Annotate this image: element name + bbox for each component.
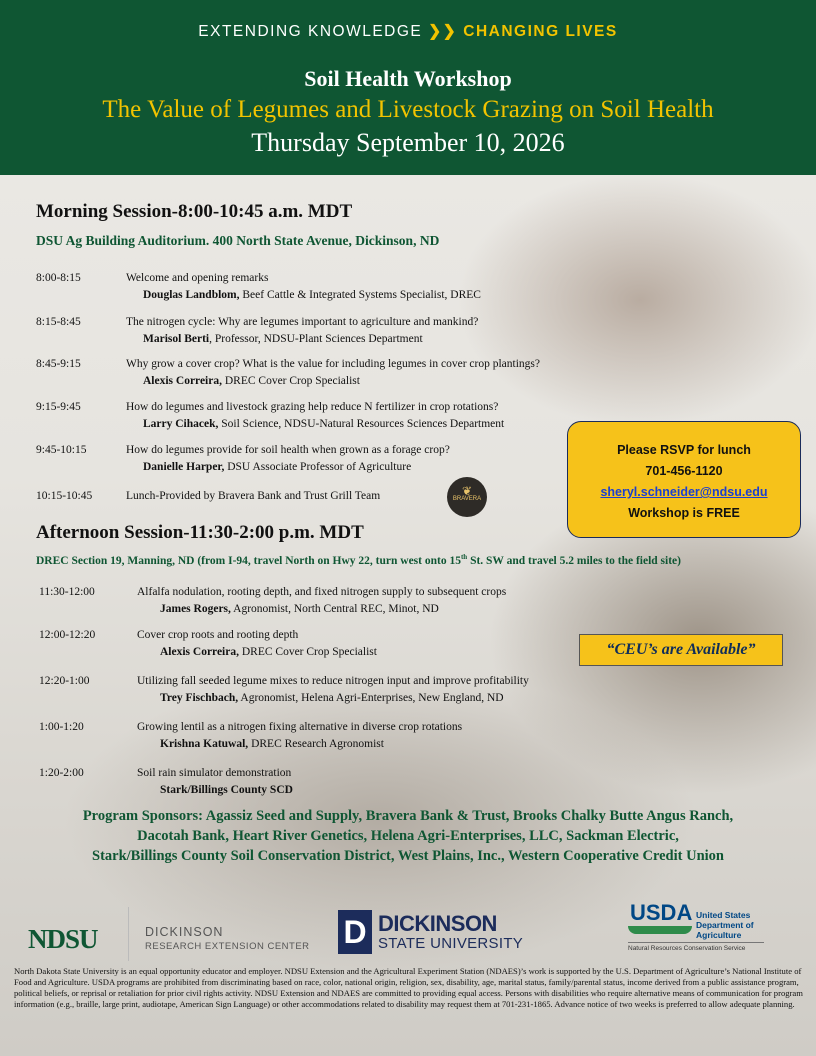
rsvp-phone: 701-456-1120 [645, 464, 723, 478]
page-subtitle: The Value of Legumes and Livestock Grazing on Soil Health [102, 96, 714, 123]
event-date: Thursday September 10, 2026 [251, 128, 565, 157]
speaker-affiliation: Beef Cattle & Integrated Systems Specialist, DREC [239, 289, 481, 301]
afternoon-location-text-end: St. SW and travel 5.2 miles to the field site) [467, 554, 681, 567]
agenda-time: 9:15-9:45 [36, 401, 81, 413]
agenda-speaker [160, 603, 439, 615]
bravera-logo [447, 477, 487, 517]
speaker-name: Trey Fischbach, [160, 692, 239, 704]
agenda-speaker [143, 333, 423, 345]
rsvp-note: Workshop is FREE [628, 506, 740, 520]
agenda-topic: How do legumes and livestock grazing help reduce N fertilizer in crop rotations? [126, 401, 499, 413]
agenda-topic: Welcome and opening remarks [126, 272, 269, 284]
drec-logo-line2: RESEARCH EXTENSION CENTER [145, 941, 310, 952]
morning-session-heading: Morning Session-8:00-10:45 a.m. MDT [36, 201, 353, 222]
usda-service: Natural Resources Conservation Service [628, 945, 746, 952]
bravera-leaf-icon: ❦ [461, 484, 473, 498]
chevron-right-icon: ❯❯ [428, 23, 458, 40]
speaker-name: Douglas Landblom, [143, 289, 240, 301]
agenda-time: 10:15-10:45 [36, 490, 93, 502]
agenda-time: 8:00-8:15 [36, 272, 81, 284]
agenda-topic: Lunch-Provided by Bravera Bank and Trust Grill Team [126, 490, 381, 502]
agenda-time: 1:20-2:00 [39, 767, 84, 779]
dsu-logo-line1: DICKINSON [378, 911, 497, 936]
agenda-time: 9:45-10:15 [36, 444, 87, 456]
program-sponsors [20, 806, 796, 866]
agenda-time: 8:45-9:15 [36, 358, 81, 370]
rsvp-heading: Please RSVP for lunch [617, 443, 751, 457]
speaker-affiliation: DREC Research Agronomist [248, 738, 384, 750]
agenda-time: 1:00-1:20 [39, 721, 84, 733]
header-banner [0, 0, 816, 175]
agenda-time: 11:30-12:00 [39, 586, 95, 598]
agenda-time: 12:20-1:00 [39, 675, 90, 687]
usda-wave-icon [628, 926, 692, 934]
agenda-topic: The nitrogen cycle: Why are legumes important to agriculture and mankind? [126, 316, 479, 328]
usda-logo-mark: USDA [630, 900, 693, 925]
agenda-topic: Soil rain simulator demonstration [137, 767, 292, 779]
speaker-name: Danielle Harper, [143, 461, 225, 473]
speaker-name: Krishna Katuwal, [160, 738, 249, 750]
usda-text-line: Department of [696, 920, 754, 930]
morning-location: DSU Ag Building Auditorium. 400 North State Avenue, Dickinson, ND [36, 233, 440, 248]
agenda-speaker [160, 738, 384, 750]
usda-logo [628, 900, 768, 960]
speaker-affiliation: Agronomist, Helena Agri-Enterprises, New England, ND [238, 692, 504, 704]
speaker-affiliation: Agronomist, North Central REC, Minot, ND [230, 603, 439, 615]
speaker-name: Alexis Correira, [160, 646, 239, 658]
agenda-speaker [160, 692, 504, 704]
agenda-speaker [143, 461, 411, 473]
agenda-speaker [143, 375, 360, 387]
dsu-logo-line2: STATE UNIVERSITY [378, 935, 524, 952]
rsvp-box [567, 421, 801, 538]
agenda-topic: Cover crop roots and rooting depth [137, 629, 299, 641]
speaker-name: Alexis Correira, [143, 375, 222, 387]
dsu-mark-icon: D [338, 910, 372, 954]
dsu-logo [338, 910, 524, 956]
speaker-affiliation: DREC Cover Crop Specialist [221, 375, 360, 387]
agenda-time: 12:00-12:20 [39, 629, 96, 641]
agenda-topic: Utilizing fall seeded legume mixes to reduce nitrogen input and improve profitability [137, 675, 529, 687]
afternoon-location-sup: th [460, 553, 468, 561]
speaker-name: James Rogers, [160, 603, 231, 615]
page-title: Soil Health Workshop [304, 66, 512, 91]
sponsors-line: Dacotah Bank, Heart River Genetics, Helena Agri-Enterprises, LLC, Sackman Electric, [137, 828, 679, 844]
speaker-affiliation: , Professor, NDSU-Plant Sciences Department [209, 333, 423, 345]
speaker-affiliation: DREC Cover Crop Specialist [238, 646, 377, 658]
agenda-topic: Alfalfa nodulation, rooting depth, and fixed nitrogen supply to subsequent crops [137, 586, 507, 598]
agenda-speaker [160, 784, 293, 796]
disclaimer-text: North Dakota State University is an equal opportunity educator and employer. NDSU Extension and the Agricultural Experiment Station (NDAES)’s work is supported by the U.S. Department of Agriculture’s National Institute of Food and Agriculture. USDA programs are prohibited from discriminating based on race, color, national origin, religion, sex, disability, age, marital status, family/parental status, income derived from a public assistance program, political beliefs, or reprisal or retaliation for prior civil rights activity. NDSU Extension and NDAES are committed to providing equal access. Persons with disabilities who require alternative means of communication for program information (e.g., braille, large print, audiotape, American Sign Language) or other accommodations related to disability may request them at 701-231-1865. Advance notice of two weeks is preferred to allow adequate planning. [14, 966, 803, 1009]
agenda-time: 8:15-8:45 [36, 316, 81, 328]
usda-divider [628, 942, 764, 943]
tagline-left: EXTENDING KNOWLEDGE [198, 23, 423, 40]
usda-logo-text [696, 910, 754, 940]
usda-text-line: Agriculture [696, 930, 742, 940]
afternoon-session-heading: Afternoon Session-11:30-2:00 p.m. MDT [36, 522, 364, 543]
agenda-topic: Growing lentil as a nitrogen fixing alternative in diverse crop rotations [137, 721, 463, 733]
agenda-speaker [143, 418, 504, 430]
agenda-speaker [160, 646, 377, 658]
logo-divider [128, 907, 129, 961]
agenda-topic: How do legumes provide for soil health when grown as a forage crop? [126, 444, 450, 456]
rsvp-email-link[interactable]: sheryl.schneider@ndsu.edu [600, 485, 768, 499]
ndsu-logo: NDSU [28, 924, 98, 954]
sponsors-line: Stark/Billings County Soil Conservation District, West Plains, Inc., Western Cooperative Credit Union [92, 848, 724, 864]
ceu-badge: “CEU’s are Available” [579, 634, 783, 666]
agenda-topic: Why grow a cover crop? What is the value for including legumes in cover crop plantings? [126, 358, 540, 370]
tagline-right: CHANGING LIVES [463, 23, 618, 40]
speaker-affiliation: DSU Associate Professor of Agriculture [224, 461, 412, 473]
agenda-speaker [143, 289, 481, 301]
speaker-affiliation: Soil Science, NDSU-Natural Resources Sciences Department [218, 418, 505, 430]
bravera-logo-text: BRAVERA [452, 496, 482, 502]
usda-text-line: United States [696, 910, 751, 920]
drec-logo [145, 925, 310, 952]
sponsors-line: Program Sponsors: Agassiz Seed and Supply, Bravera Bank & Trust, Brooks Chalky Butte Angus Ranch, [82, 808, 734, 824]
drec-logo-line1: DICKINSON [145, 925, 224, 939]
speaker-name: Marisol Berti [143, 333, 210, 345]
afternoon-location-text: DREC Section 19, Manning, ND (from I-94, travel North on Hwy 22, turn west onto 15 [36, 554, 461, 567]
afternoon-location [36, 553, 681, 567]
tagline [0, 22, 816, 41]
speaker-name: Larry Cihacek, [143, 418, 219, 430]
speaker-name: Stark/Billings County SCD [160, 784, 293, 796]
